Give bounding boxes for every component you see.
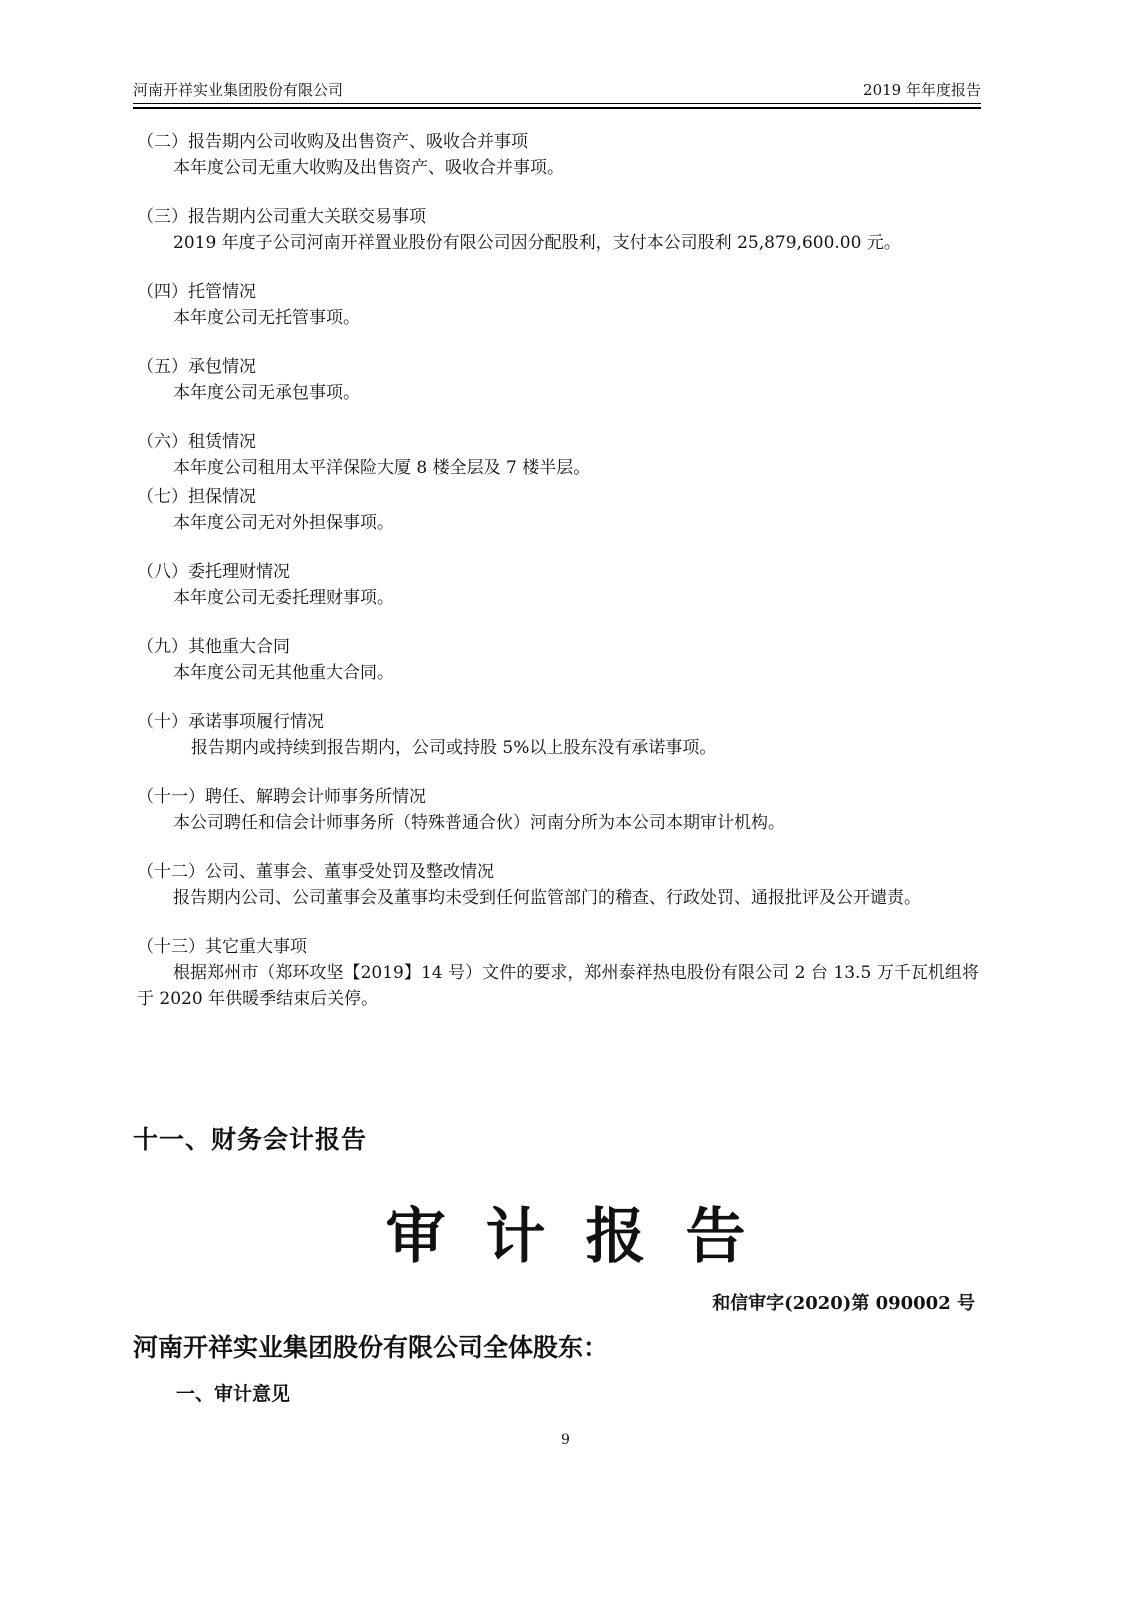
section-guarantees <box>137 485 979 536</box>
audit-report-addressee: 河南开祥实业集团股份有限公司全体股东： <box>133 1333 609 1362</box>
section-entrusted-finance <box>137 560 979 611</box>
audit-report-title: 审计报告 <box>385 1202 786 1272</box>
section-body: 本年度公司无委托理财事项。 <box>173 588 394 608</box>
page-header <box>133 80 981 104</box>
section-contracting <box>137 355 979 406</box>
audit-opinion-heading: 一、审计意见 <box>176 1383 291 1405</box>
section-body: 本年度公司无承包事项。 <box>173 383 360 403</box>
section-body: 根据郑州市（郑环攻坚【2019】14 号）文件的要求，郑州泰祥热电股份有限公司 2 台 13.5 万千瓦机组将于 2020 年供暖季结束后关停。 <box>137 963 979 1009</box>
section-body: 本年度公司无托管事项。 <box>173 308 360 328</box>
section-leasing <box>137 430 979 481</box>
chapter-title: 十一、财务会计报告 <box>133 1125 368 1154</box>
section-body: 本公司聘任和信会计师事务所（特殊普通合伙）河南分所为本公司本期审计机构。 <box>173 813 785 833</box>
header-company-name: 河南开祥实业集团股份有限公司 <box>133 81 344 99</box>
section-heading: （九）其他重大合同 <box>137 637 290 657</box>
section-other-matters <box>137 935 979 1012</box>
section-penalties <box>137 860 979 911</box>
section-body: 本年度公司无重大收购及出售资产、吸收合并事项。 <box>173 158 564 178</box>
audit-report-number: 和信审字(2020)第 090002 号 <box>712 1293 975 1314</box>
section-related-transactions <box>137 205 979 256</box>
section-body: 本年度公司无对外担保事项。 <box>173 513 394 533</box>
section-heading: （二）报告期内公司收购及出售资产、吸收合并事项 <box>137 132 528 152</box>
section-body: 本年度公司无其他重大合同。 <box>173 663 394 683</box>
section-body: 本年度公司租用太平洋保险大厦 8 楼全层及 7 楼半层。 <box>173 458 591 478</box>
section-commitments <box>137 710 979 761</box>
section-body: 报告期内或持续到报告期内，公司或持股 5%以上股东没有承诺事项。 <box>191 738 717 758</box>
section-accounting-firm <box>137 785 979 836</box>
section-heading: （三）报告期内公司重大关联交易事项 <box>137 207 426 227</box>
section-acquisitions <box>137 130 979 181</box>
section-heading: （六）租赁情况 <box>137 432 256 452</box>
header-report-title: 2019 年年度报告 <box>863 81 981 99</box>
section-heading: （五）承包情况 <box>137 357 256 377</box>
section-heading: （十三）其它重大事项 <box>137 937 307 957</box>
section-heading: （四）托管情况 <box>137 282 256 302</box>
section-heading: （七）担保情况 <box>137 487 256 507</box>
section-heading: （八）委托理财情况 <box>137 562 290 582</box>
page-number: 9 <box>561 1432 570 1448</box>
header-rule <box>133 107 981 109</box>
section-heading: （十二）公司、董事会、董事受处罚及整改情况 <box>137 862 494 882</box>
section-body: 2019 年度子公司河南开祥置业股份有限公司因分配股利，支付本公司股利 25,879,600.00 元。 <box>173 233 901 253</box>
section-body: 报告期内公司、公司董事会及董事均未受到任何监管部门的稽查、行政处罚、通报批评及公开谴责。 <box>173 888 921 908</box>
section-other-contracts <box>137 635 979 686</box>
section-heading: （十）承诺事项履行情况 <box>137 712 324 732</box>
section-heading: （十一）聘任、解聘会计师事务所情况 <box>137 787 426 807</box>
section-trusteeship <box>137 280 979 331</box>
main-content <box>137 130 979 1036</box>
